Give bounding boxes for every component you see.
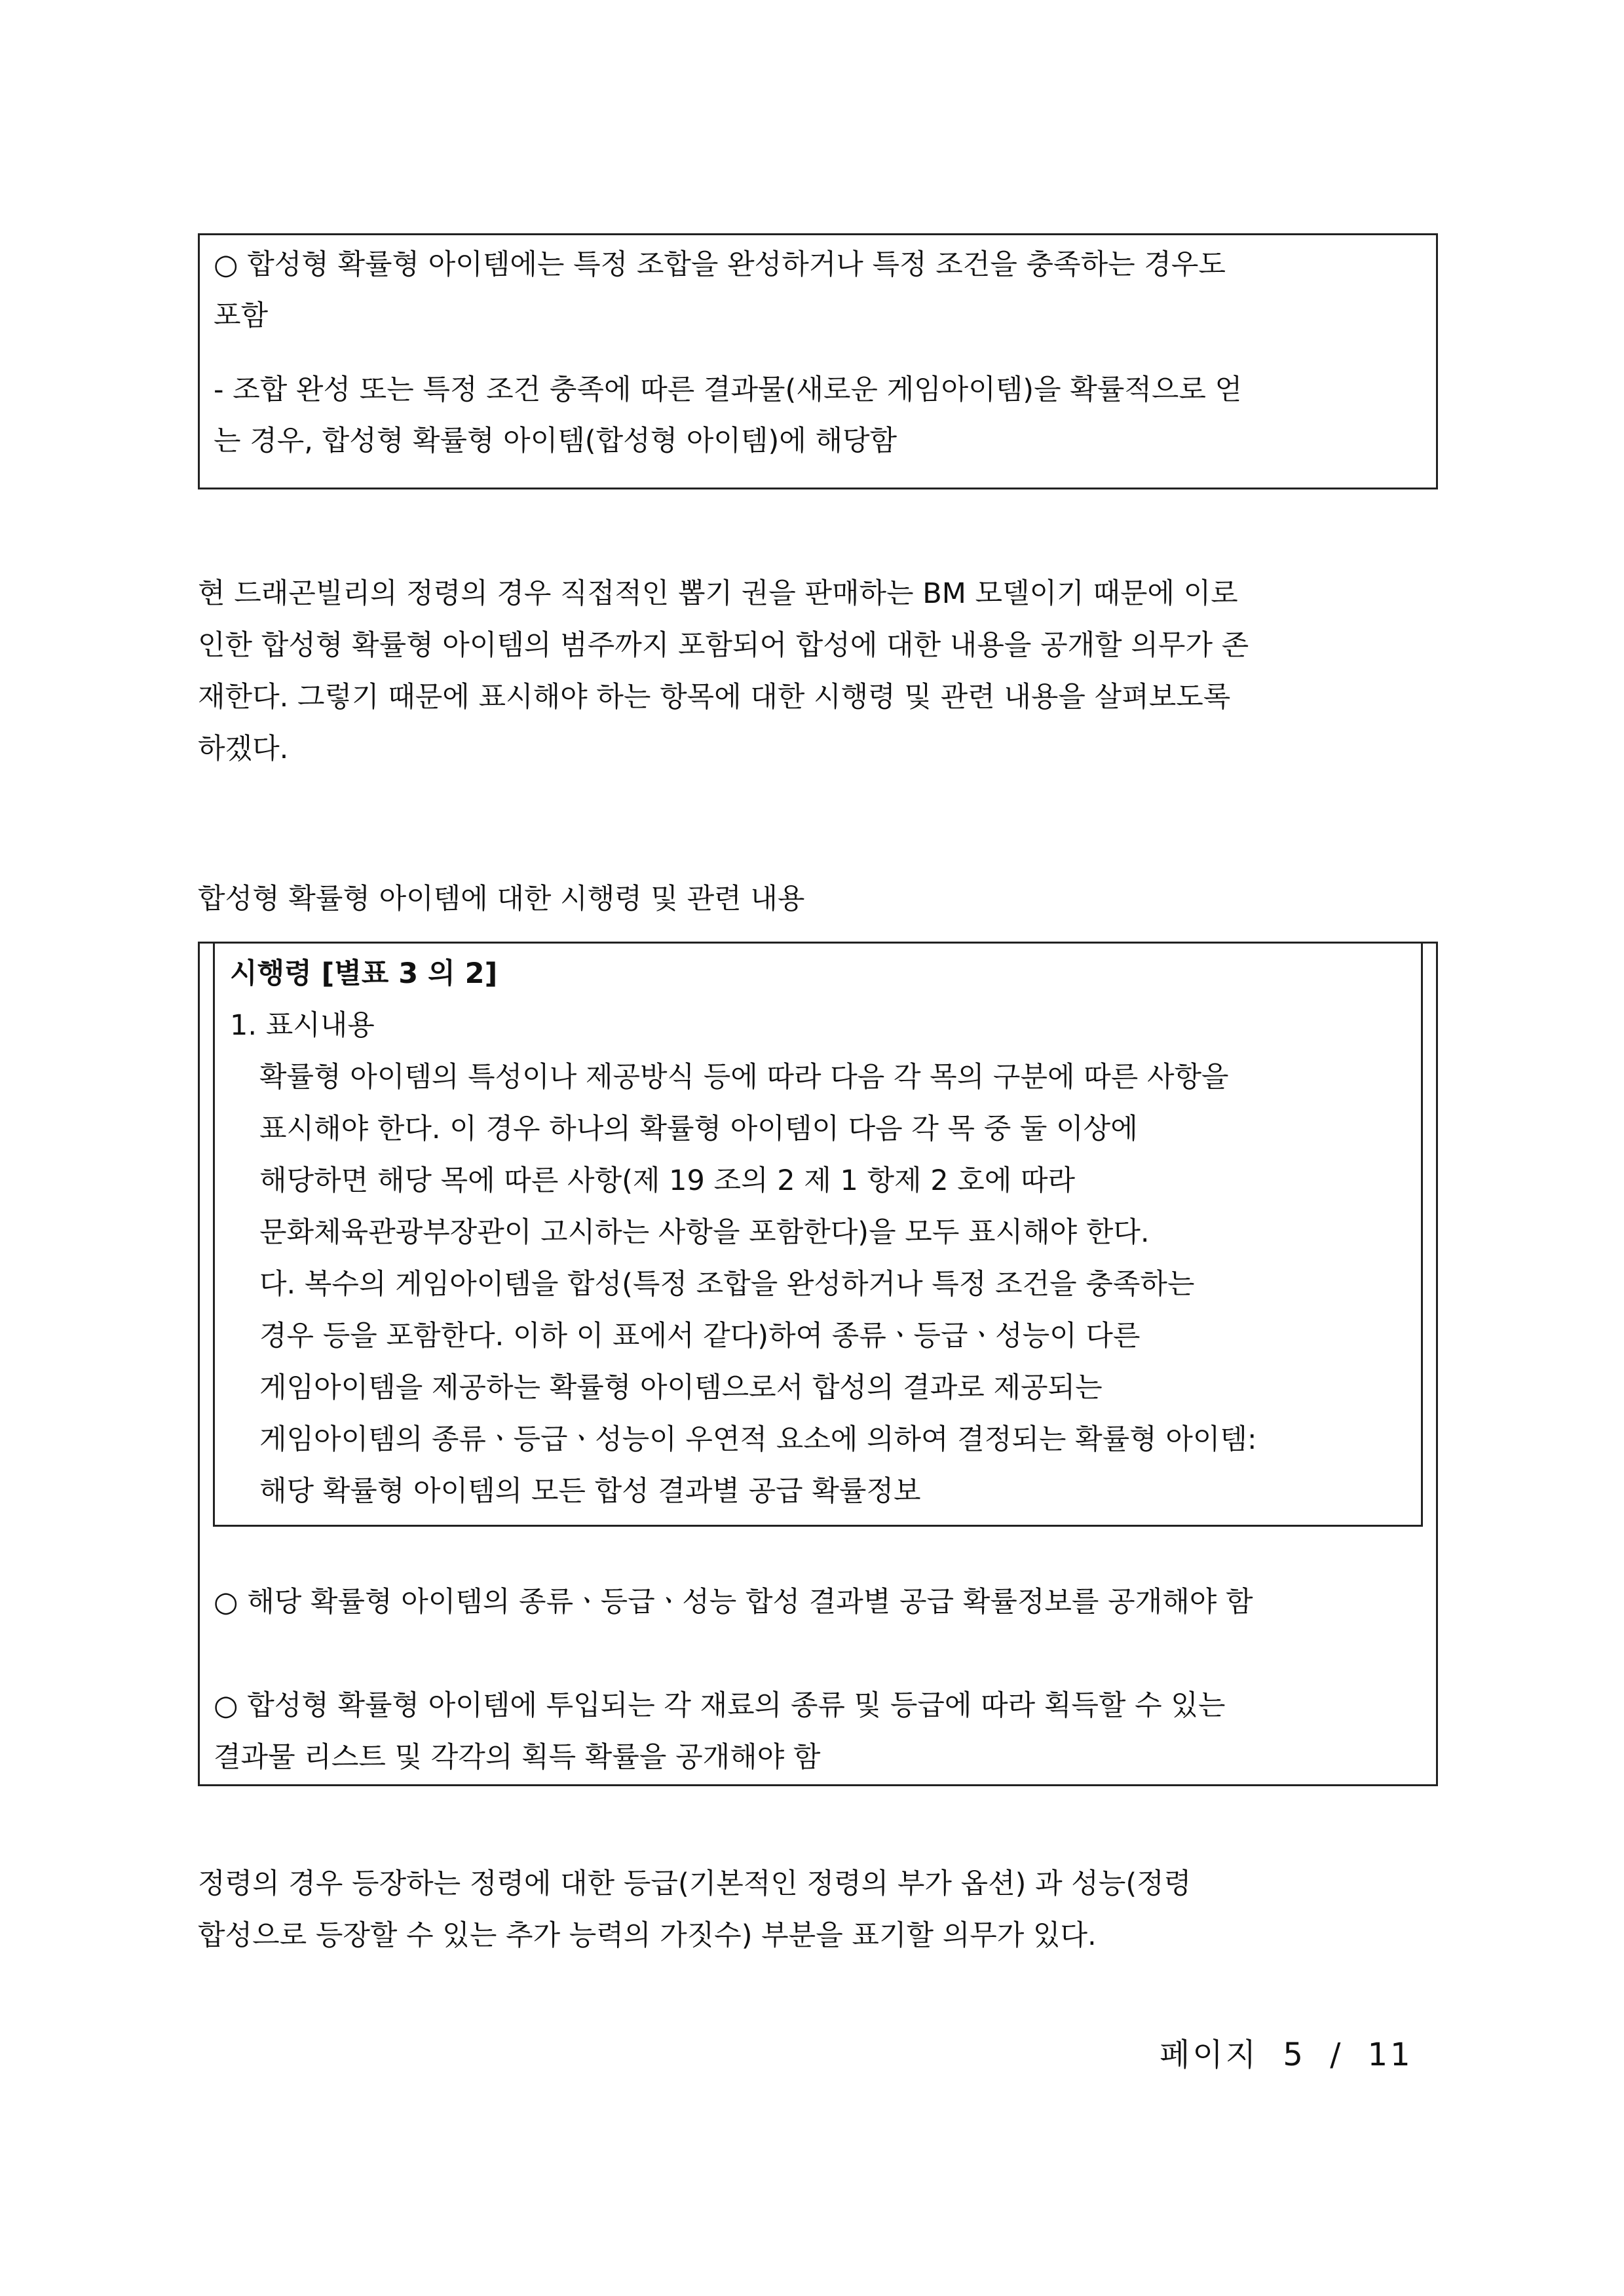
- decree-line: 확률형 아이템의 특성이나 제공방식 등에 따라 다음 각 목의 구분에 따른 사항을: [259, 1061, 1229, 1094]
- page-footer: [1160, 2039, 1413, 2071]
- box-line: ○ 합성형 확률형 아이템에는 특정 조합을 완성하거나 특정 조건을 충족하는 경우도: [214, 248, 1226, 281]
- paragraph-line: 인한 합성형 확률형 아이템의 범주까지 포함되어 합성에 대한 내용을 공개할 의무가 존: [198, 629, 1249, 662]
- page-separator: /: [1330, 2037, 1344, 2073]
- paragraph-line: 현 드래곤빌리의 정령의 경우 직접적인 뽑기 권을 판매하는 BM 모델이기 때문에 이로: [198, 577, 1238, 610]
- decree-line: 문화체육관광부장관이 고시하는 사항을 포함한다)을 모두 표시해야 한다.: [259, 1216, 1150, 1249]
- decree-line: 해당 확률형 아이템의 모든 합성 결과별 공급 확률정보: [259, 1475, 921, 1508]
- paragraph-line: 재한다. 그렇기 때문에 표시해야 하는 항목에 대한 시행령 및 관련 내용을 살펴보도록: [198, 681, 1231, 714]
- paragraph-line: 하겠다.: [198, 733, 289, 765]
- decree-line: 게임아이템을 제공하는 확률형 아이템으로서 합성의 결과로 제공되는: [259, 1371, 1103, 1404]
- page-total: 11: [1367, 2037, 1413, 2073]
- box-line: 는 경우, 합성형 확률형 아이템(합성형 아이템)에 해당함: [214, 425, 897, 457]
- page-label: 페이지: [1160, 2037, 1259, 2073]
- page-number: 5: [1283, 2037, 1306, 2073]
- box-line: - 조합 완성 또는 특정 조건 충족에 따른 결과물(새로운 게임아이템)을 확률적으로 얻: [214, 373, 1243, 406]
- note-line: ○ 합성형 확률형 아이템에 투입되는 각 재료의 종류 및 등급에 따라 획득할 수 있는: [214, 1689, 1226, 1722]
- note-line: ○ 해당 확률형 아이템의 종류ㆍ등급ㆍ성능 합성 결과별 공급 확률정보를 공개해야 함: [214, 1586, 1253, 1618]
- decree-line: 경우 등을 포함한다. 이하 이 표에서 같다)하여 종류ㆍ등급ㆍ성능이 다른: [259, 1320, 1141, 1352]
- decree-line: 표시해야 한다. 이 경우 하나의 확률형 아이템이 다음 각 목 중 둘 이상에: [259, 1113, 1138, 1145]
- box-line: 포함: [214, 299, 269, 332]
- decree-title: 시행령 [별표 3 의 2]: [230, 957, 498, 990]
- decree-line: 다. 복수의 게임아이템을 합성(특정 조합을 완성하거나 특정 조건을 충족하는: [259, 1268, 1195, 1301]
- decree-line: 해당하면 해당 목에 따른 사항(제 19 조의 2 제 1 항제 2 호에 따라: [259, 1164, 1076, 1197]
- paragraph-line: 정령의 경우 등장하는 정령에 대한 등급(기본적인 정령의 부가 옵션) 과 성능(정령: [198, 1867, 1192, 1900]
- paragraph-line: 합성으로 등장할 수 있는 추가 능력의 가짓수) 부분을 표기할 의무가 있다.: [198, 1919, 1097, 1952]
- section-heading: 합성형 확률형 아이템에 대한 시행령 및 관련 내용: [198, 883, 805, 915]
- note-line: 결과물 리스트 및 각각의 획득 확률을 공개해야 함: [214, 1741, 821, 1774]
- decree-line: 게임아이템의 종류ㆍ등급ㆍ성능이 우연적 요소에 의하여 결정되는 확률형 아이템:: [259, 1423, 1257, 1456]
- decree-item: 1. 표시내용: [230, 1009, 375, 1042]
